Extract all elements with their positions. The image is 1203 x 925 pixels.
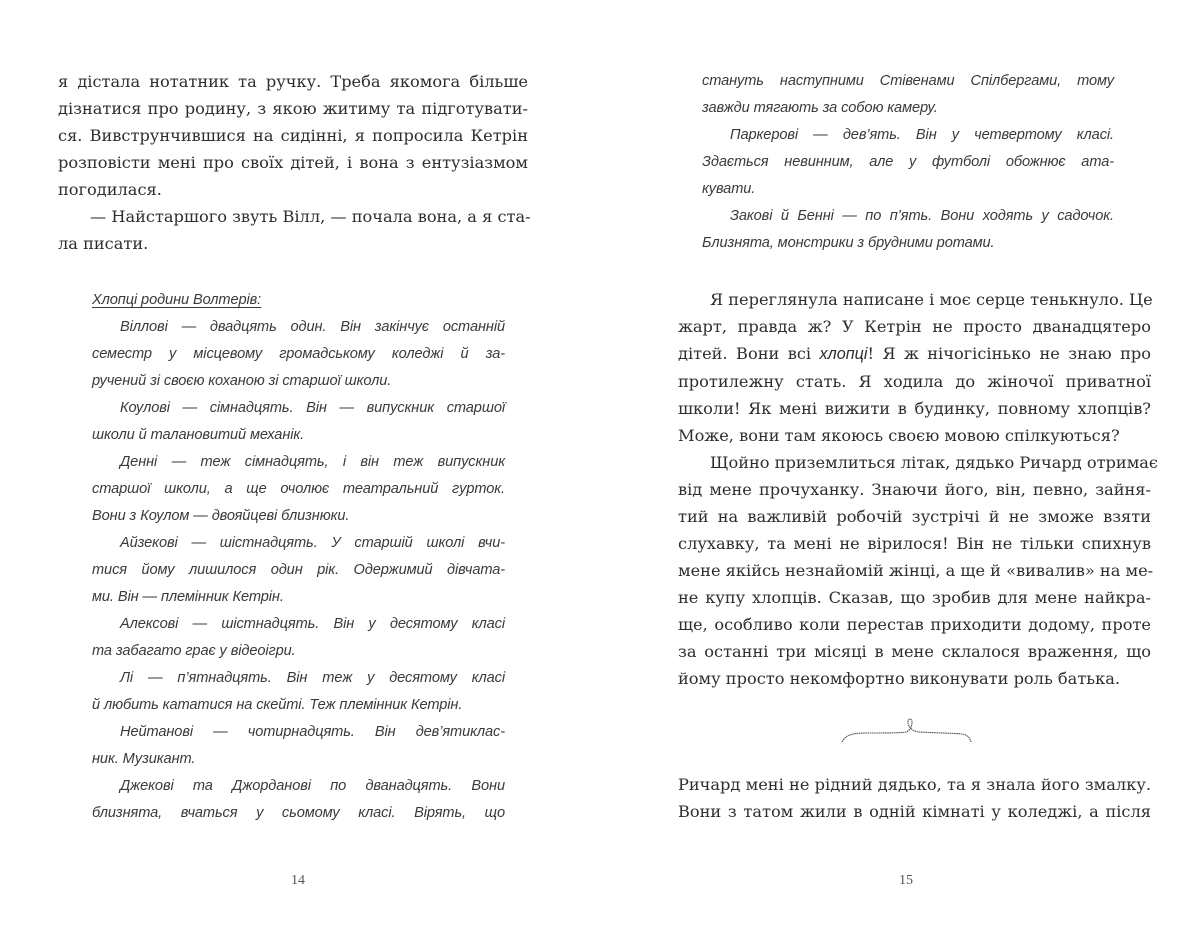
note-line: й любить кататися на скейті. Теж племінник Кетрін. <box>92 697 463 713</box>
text-line: тий на важливій робочій зустрічі й не зможе взяти <box>678 507 1151 526</box>
right-page <box>600 0 1203 925</box>
text-line: ще, особливо коли перестав приходити додому, проте <box>678 615 1151 634</box>
note-line: ми. Він — племінник Кетрін. <box>92 589 284 605</box>
note-line: кувати. <box>702 181 756 197</box>
note-line: школи й талановитий механік. <box>92 427 305 443</box>
note-line: Закові й Бенні — по п’ять. Вони ходять у садочок. <box>730 208 1114 224</box>
left-page <box>0 0 600 925</box>
paragraph-richard <box>678 771 1151 825</box>
page-number: 15 <box>899 873 913 888</box>
text-line: погодилася. <box>58 180 162 199</box>
text-line: розповісти мені про своїх дітей, і вона з ентузіазмом <box>58 153 528 172</box>
dialogue-line: ла писати. <box>58 234 149 253</box>
note-line: семестр у місцевому громадському коледжі й за- <box>92 346 505 362</box>
text-fragment: дітей. Вони всі <box>678 344 820 363</box>
notes-heading: Хлопці родини Волтерів: <box>92 292 262 308</box>
text-fragment: ! Я ж нічогісінько не знаю про <box>867 344 1151 363</box>
family-notes-continued <box>702 68 1114 257</box>
note-line: завжди тягають за собою камеру. <box>702 100 938 116</box>
text-line: ся. Вивструнчившися на сидінні, я попросила Кетрін <box>58 126 528 145</box>
text-line: дізнатися про родину, з якою житиму та підготувати- <box>58 99 528 118</box>
text-line: жарт, правда ж? У Кетрін не просто дванадцятеро <box>678 317 1151 336</box>
note-line: Паркерові — дев’ять. Він у четвертому класі. <box>730 127 1114 143</box>
text-line: йому просто некомфортно виконувати роль батька. <box>678 669 1121 688</box>
family-notes <box>92 287 505 827</box>
text-line: Я переглянула написане і моє серце тенькнуло. Це <box>710 290 1153 309</box>
note-line: Денні — теж сімнадцять, і він теж випускник <box>120 454 505 470</box>
note-line: Нейтанові — чотирнадцять. Він дев’ятиклас- <box>120 724 505 740</box>
note-line: Джекові та Джорданові по дванадцять. Вони <box>120 778 505 794</box>
dialogue-line: — Найстаршого звуть Вілл, — почала вона, а я ста- <box>90 207 531 226</box>
note-line: Алексові — шістнадцять. Він у десятому класі <box>120 616 505 632</box>
page-number: 14 <box>291 873 305 888</box>
text-line: Вони з татом жили в одній кімнаті у коледжі, а після <box>678 802 1151 821</box>
note-line: Лі — п’ятнадцять. Він теж у десятому класі <box>120 670 505 686</box>
text-line: Може, вони там якоюсь своєю мовою спілкуються? <box>678 426 1120 445</box>
text-line: за останні три місяці в мене склалося враження, що <box>678 642 1151 661</box>
note-line: Коулові — сімнадцять. Він — випускник старшої <box>120 400 505 416</box>
text-line: Ричард мені не рідний дядько, та я знала його змалку. <box>678 775 1151 794</box>
note-line: стануть наступними Стівенами Спілбергами, тому <box>702 73 1114 89</box>
note-line: Айзекові — шістнадцять. У старшій школі вчи- <box>120 535 505 551</box>
text-line: Щойно приземлиться літак, дядько Ричард отримає <box>710 453 1159 472</box>
flourish-divider-icon <box>840 716 972 748</box>
text-line: протилежну стать. Я ходила до жіночої приватної <box>678 372 1151 391</box>
note-line: Вони з Коулом — двояйцеві близнюки. <box>92 508 350 524</box>
paragraph-realization <box>678 286 1159 692</box>
note-line: близнята, вчаться у сьомому класі. Вірять, що <box>92 805 505 821</box>
note-line: Віллові — двадцять один. Він закінчує останній <box>120 319 505 335</box>
note-line: тися йому лишилося один рік. Одержимий дівчата- <box>92 562 505 578</box>
note-line: ник. Музикант. <box>92 751 196 767</box>
text-line: слухавку, та мені не вірилося! Він не тільки спихнув <box>678 534 1151 553</box>
emphasis-text: хлопці <box>819 345 868 363</box>
note-line: та забагато грає у відеоігри. <box>92 643 296 659</box>
text-line: не купу хлопців. Сказав, що зробив для мене найкра- <box>678 588 1151 607</box>
text-line: школи! Як мені вижити в будинку, повному хлопців? <box>678 399 1151 418</box>
text-line <box>678 340 1151 368</box>
note-line: старшої школи, а ще очолює театральний гурток. <box>92 481 505 497</box>
text-line: від мене прочуханку. Знаючи його, він, певно, зайня- <box>678 480 1151 499</box>
intro-paragraph <box>58 68 531 257</box>
text-line: я дістала нотатник та ручку. Треба якомога більше <box>58 72 528 91</box>
note-line: ручений зі своєю коханою зі старшої школи. <box>92 373 392 389</box>
note-line: Близнята, монстрики з брудними ротами. <box>702 235 995 251</box>
text-line: мене якійсь незнайомій жінці, а ще й «вивалив» на ме- <box>678 561 1154 580</box>
note-line: Здається невинним, але у футболі обожнює ата- <box>702 154 1114 170</box>
